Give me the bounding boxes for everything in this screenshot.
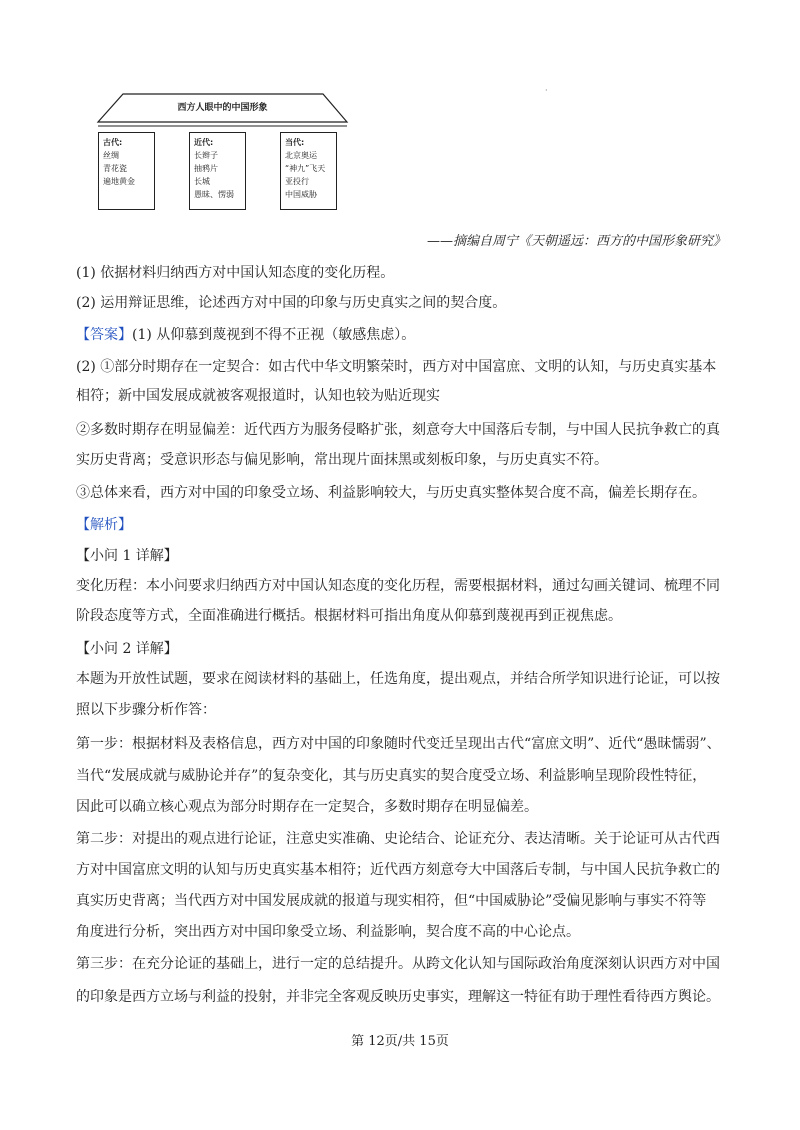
- diagram-title: 西方人眼中的中国形象: [177, 103, 268, 113]
- answer-line: 实历史背离；受意识形态与偏见影响，常出现片面抹黑或刻板印象，与历史真实不符。: [76, 452, 608, 468]
- column-item: 中国威胁: [285, 190, 317, 199]
- source-citation: ——摘编自周宁《天朝遥远：西方的中国形象研究》: [426, 234, 726, 249]
- analysis-line: 角度进行分析，突出西方对中国印象受立场、利益影响，契合度不高的中心论点。: [76, 924, 580, 940]
- column-heading: 当代:: [285, 138, 305, 147]
- analysis-line: 的印象是西方立场与利益的投射，并非完全客观反映历史事实，理解这一特征有助于理性看待西方舆论。: [76, 989, 720, 1005]
- column-item: 愚昧、愣弱: [194, 190, 234, 199]
- analysis-line: 方对中国富庶文明的认知与历史真实基本相符；近代西方刻意夸大中国落后专制，与中国人民抗争救亡的: [76, 862, 720, 878]
- diagram-column-ancient: [98, 132, 155, 210]
- analysis-line: 因此可以确立核心观点为部分时期存在一定契合，多数时期存在明显偏差。: [76, 799, 538, 815]
- column-heading: 古代:: [103, 138, 123, 147]
- answer-part-1: [76, 324, 736, 346]
- diagram-column-contemporary: [280, 132, 337, 210]
- column-item: 长城: [194, 177, 210, 186]
- column-item: 抽鸦片: [194, 164, 218, 173]
- answer-label: 【答案】: [76, 327, 132, 343]
- answer-text: (1) 从仰慕到蔑视到不得不正视（敏感焦虑）。: [132, 327, 416, 343]
- answer-line: ③总体来看，西方对中国的印象受立场、利益影响较大，与历史真实整体契合度不高，偏差长期存在。: [76, 485, 706, 501]
- column-item: 长辫子: [194, 151, 218, 160]
- diagram-column-modern: [189, 132, 246, 210]
- column-item: 丝绸: [103, 151, 119, 160]
- analysis-line: 本题为开放性试题，要求在阅读材料的基础上，任选角度，提出观点，并结合所学知识进行论证，可以按: [76, 671, 720, 687]
- column-item: “神九”飞天: [285, 164, 326, 173]
- answer-line: 相符；新中国发展成就被客观报道时，认知也较为贴近现实: [76, 388, 440, 404]
- column-item: 北京奥运: [285, 151, 317, 160]
- question-2: (2) 运用辩证思维，论述西方对中国的印象与历史真实之间的契合度。: [76, 295, 507, 311]
- analysis-label: 【解析】: [76, 517, 132, 533]
- column-item: 青花瓷: [103, 164, 127, 173]
- column-item: 亚投行: [285, 177, 309, 186]
- analysis-line: 第三步：在充分论证的基础上，进行一定的总结提升。从跨文化认知与国际政治角度深刻认识西方对中国: [76, 956, 720, 972]
- corner-mark: ·: [545, 86, 548, 95]
- analysis-line: 阶段态度等方式，全面准确进行概括。根据材料可指出角度从仰慕到蔑视再到正视焦虑。: [76, 608, 622, 624]
- sub1-label: 【小问 1 详解】: [76, 548, 178, 564]
- column-heading: 近代:: [194, 138, 214, 147]
- analysis-line: 第二步：对提出的观点进行论证，注意史实准确、史论结合、论证充分、表达清晰。关于论证可从古代西: [76, 831, 720, 847]
- analysis-line: 变化历程：本小问要求归纳西方对中国认知态度的变化历程，需要根据材料，通过勾画关键词、梳理不同: [76, 578, 720, 594]
- analysis-line: 真实历史背离；当代西方对中国发展成就的报道与现实相符，但“中国威胁论”受偏见影响与事实不符等: [76, 893, 707, 909]
- answer-line: ②多数时期存在明显偏差：近代西方为服务侵略扩张，刻意夸大中国落后专制，与中国人民抗争救亡的真: [76, 422, 720, 438]
- china-image-diagram: [95, 92, 350, 217]
- analysis-line: 当代“发展成就与威胁论并存”的复杂变化，其与历史真实的契合度受立场、利益影响呈现阶段性特征，: [76, 768, 707, 784]
- question-1: (1) 依据材料归纳西方对中国认知态度的变化历程。: [76, 265, 395, 281]
- column-item: 遍地黄金: [103, 177, 135, 186]
- answer-line: (2) ①部分时期存在一定契合：如古代中华文明繁荣时，西方对中国富庶、文明的认知，与历史真实基本: [76, 359, 717, 375]
- analysis-line: 照以下步骤分析作答：: [76, 702, 216, 718]
- sub2-label: 【小问 2 详解】: [76, 641, 178, 657]
- analysis-line: 第一步：根据材料及表格信息，西方对中国的印象随时代变迁呈现出古代“富庶文明”、近代“愚昧懦弱”、: [76, 736, 721, 752]
- page-number: 第 12页/共 15页: [351, 1034, 449, 1049]
